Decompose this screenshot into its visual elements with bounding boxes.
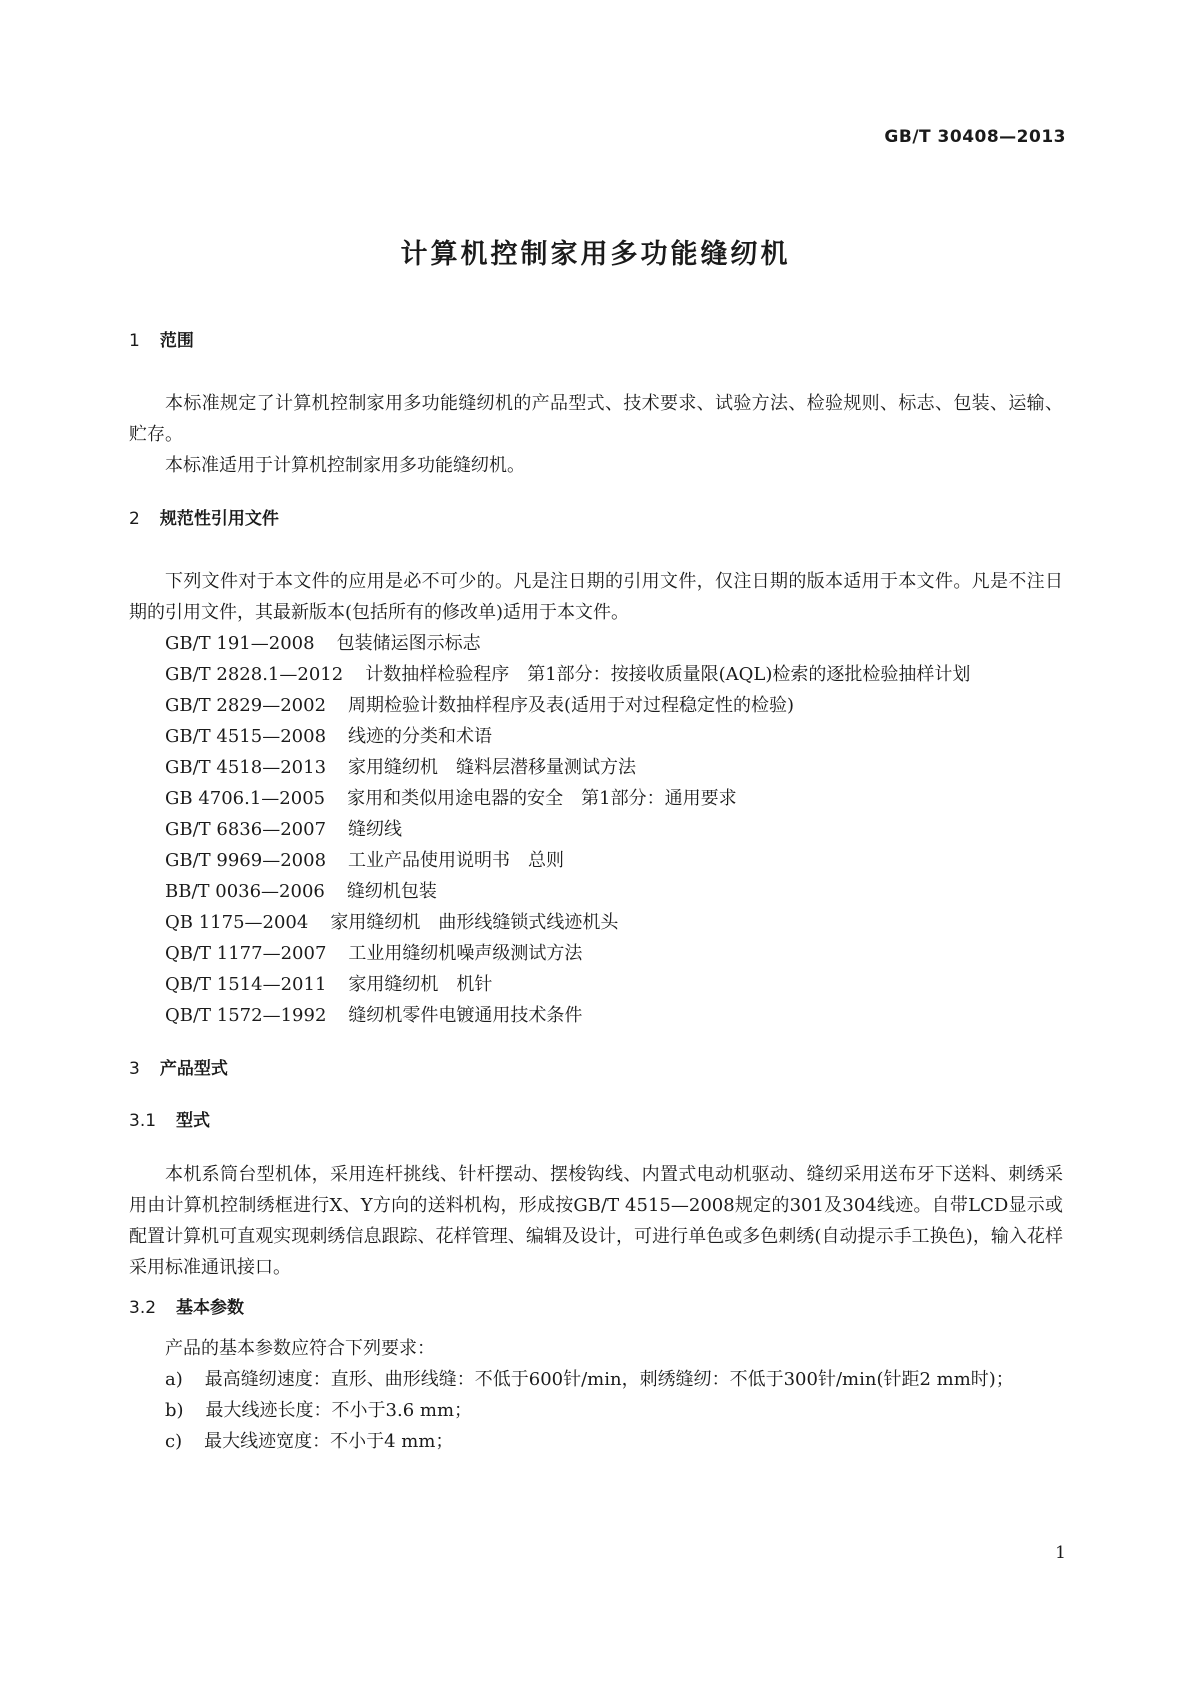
list-text: 最高缝纫速度：直形、曲形线缝：不低于600针/min，刺绣缝纫：不低于300针/min(针距2 mm时)； bbox=[204, 1369, 1014, 1390]
reference-code: QB/T 1514—2011 bbox=[165, 974, 327, 995]
scope-paragraph: 本标准适用于计算机控制家用多功能缝纫机。 bbox=[165, 455, 525, 476]
section-number: 3.2 bbox=[129, 1298, 157, 1318]
reference-title: 工业用缝纫机噪声级测试方法 bbox=[348, 943, 583, 964]
page-number: 1 bbox=[1055, 1543, 1066, 1563]
reference-code: GB/T 191—2008 bbox=[165, 633, 315, 654]
reference-title: 家用和类似用途电器的安全 第1部分：通用要求 bbox=[347, 788, 737, 809]
section-title: 范围 bbox=[159, 331, 194, 351]
reference-title: 周期检验计数抽样程序及表(适用于对过程稳定性的检验) bbox=[348, 695, 795, 716]
list-label: c) bbox=[165, 1431, 183, 1452]
list-item bbox=[129, 1364, 1063, 1395]
section-title: 型式 bbox=[176, 1111, 211, 1131]
type-paragraph: 本机系筒台型机体，采用连杆挑线、针杆摆动、摆梭钩线、内置式电动机驱动、缝纫采用送布牙下送料、刺绣采用由计算机控制绣框进行X、Y方向的送料机构，形成按GB/T 4515—2008规定的301及304线迹。自带LCD显示或配置计算机可直观实现刺绣信息跟踪、花样管理、编辑及设计，可进行单色或多色刺绣(自动提示手工换色)，输入花样采用标准通讯接口。 bbox=[129, 1164, 1063, 1278]
section-number: 3 bbox=[129, 1059, 140, 1079]
reference-code: QB 1175—2004 bbox=[165, 912, 309, 933]
references-intro: 下列文件对于本文件的应用是必不可少的。凡是注日期的引用文件，仅注日期的版本适用于本文件。凡是不注日期的引用文件，其最新版本(包括所有的修改单)适用于本文件。 bbox=[129, 571, 1063, 623]
list-item bbox=[129, 1395, 1063, 1426]
section-title: 规范性引用文件 bbox=[159, 509, 279, 529]
reference-item bbox=[129, 690, 1063, 721]
list-item bbox=[129, 1426, 1063, 1457]
list-text: 最大线迹长度：不小于3.6 mm； bbox=[205, 1400, 473, 1421]
reference-title: 缝纫机零件电镀通用技术条件 bbox=[348, 1005, 583, 1026]
reference-title: 家用缝纫机 机针 bbox=[348, 974, 493, 995]
reference-item bbox=[129, 814, 1063, 845]
reference-item bbox=[129, 969, 1063, 1000]
reference-item bbox=[129, 938, 1063, 969]
reference-title: 计数抽样检验程序 第1部分：按接收质量限(AQL)检索的逐批检验抽样计划 bbox=[365, 664, 971, 685]
reference-item bbox=[129, 876, 1063, 907]
reference-item bbox=[129, 721, 1063, 752]
document-title: 计算机控制家用多功能缝纫机 bbox=[400, 239, 791, 270]
reference-title: 缝纫机包装 bbox=[346, 881, 437, 902]
parameters-intro: 产品的基本参数应符合下列要求： bbox=[165, 1338, 435, 1359]
reference-item bbox=[129, 1000, 1063, 1031]
section-title: 基本参数 bbox=[176, 1298, 245, 1318]
section-heading-1 bbox=[129, 330, 1063, 352]
list-text: 最大线迹宽度：不小于4 mm； bbox=[204, 1431, 454, 1452]
reference-title: 缝纫线 bbox=[348, 819, 403, 840]
section-heading-3-2 bbox=[129, 1297, 1063, 1319]
list-label: b) bbox=[165, 1400, 184, 1421]
reference-title: 包装储运图示标志 bbox=[336, 633, 481, 654]
section-heading-3-1 bbox=[129, 1110, 1063, 1132]
document-body bbox=[129, 330, 1063, 1457]
reference-item bbox=[129, 752, 1063, 783]
section-heading-2 bbox=[129, 508, 1063, 530]
reference-code: QB/T 1572—1992 bbox=[165, 1005, 327, 1026]
reference-item bbox=[129, 659, 1063, 690]
section-title: 产品型式 bbox=[159, 1059, 228, 1079]
reference-code: GB/T 2829—2002 bbox=[165, 695, 327, 716]
standard-number: GB/T 30408—2013 bbox=[884, 127, 1066, 147]
scope-paragraph: 本标准规定了计算机控制家用多功能缝纫机的产品型式、技术要求、试验方法、检验规则、标志、包装、运输、贮存。 bbox=[129, 393, 1063, 445]
reference-code: GB/T 4518—2013 bbox=[165, 757, 327, 778]
reference-code: GB/T 4515—2008 bbox=[165, 726, 327, 747]
section-number: 1 bbox=[129, 331, 140, 351]
reference-code: GB/T 9969—2008 bbox=[165, 850, 327, 871]
reference-title: 工业产品使用说明书 总则 bbox=[348, 850, 565, 871]
section-number: 3.1 bbox=[129, 1111, 157, 1131]
section-number: 2 bbox=[129, 509, 140, 529]
reference-item bbox=[129, 628, 1063, 659]
reference-item bbox=[129, 783, 1063, 814]
section-heading-3 bbox=[129, 1058, 1063, 1080]
reference-title: 家用缝纫机 缝料层潜移量测试方法 bbox=[348, 757, 637, 778]
reference-code: QB/T 1177—2007 bbox=[165, 943, 327, 964]
reference-code: BB/T 0036—2006 bbox=[165, 881, 325, 902]
reference-title: 线迹的分类和术语 bbox=[348, 726, 493, 747]
reference-code: GB/T 6836—2007 bbox=[165, 819, 327, 840]
reference-item bbox=[129, 907, 1063, 938]
list-label: a) bbox=[165, 1369, 183, 1390]
reference-title: 家用缝纫机 曲形线缝锁式线迹机头 bbox=[330, 912, 619, 933]
reference-code: GB 4706.1—2005 bbox=[165, 788, 326, 809]
reference-item bbox=[129, 845, 1063, 876]
reference-code: GB/T 2828.1—2012 bbox=[165, 664, 344, 685]
